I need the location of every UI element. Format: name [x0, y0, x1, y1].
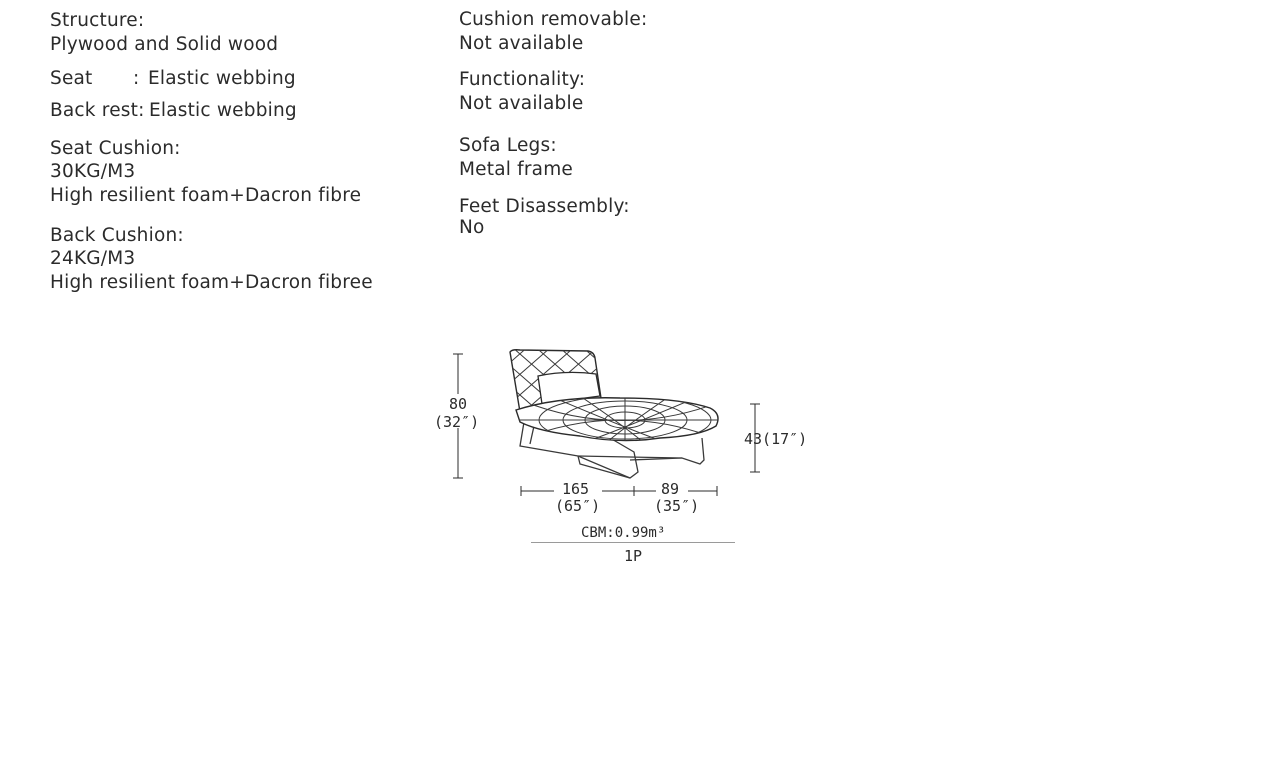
quantity-label: 1P: [624, 547, 643, 565]
height-cm-label: 80: [449, 395, 468, 413]
height-inch-label: (32″): [434, 413, 480, 431]
back-cushion-density: 24KG/M3: [50, 248, 136, 269]
seat-value: Elastic webbing: [148, 68, 296, 89]
backrest-value: Elastic webbing: [149, 100, 297, 121]
cushion-removable-label: Cushion removable:: [459, 9, 648, 30]
sofa-legs-value: Metal frame: [459, 159, 574, 180]
seat-cushion-value: High resilient foam+Dacron fibre: [50, 185, 362, 206]
seat-label: Seat: [50, 68, 93, 89]
sofa-legs-label: Sofa Legs:: [459, 135, 557, 156]
cbm-label: CBM:0.99m³: [581, 525, 666, 541]
structure-label: Structure:: [50, 10, 145, 31]
depth-cm-label: 89: [661, 480, 680, 498]
feet-disassembly-value: No: [459, 217, 485, 238]
seat-cushion-label: Seat Cushion:: [50, 138, 181, 159]
seat-height-label: 43(17″): [744, 430, 808, 448]
structure-value: Plywood and Solid wood: [50, 34, 279, 55]
length-dimension-line: [521, 486, 717, 496]
backrest-label: Back rest:: [50, 100, 145, 121]
divider-line: [531, 542, 735, 543]
chaise-lounge-drawing: [420, 340, 840, 500]
feet-disassembly-label: Feet Disassembly:: [459, 196, 630, 217]
cushion-removable-value: Not available: [459, 33, 584, 54]
seat-cushion-density: 30KG/M3: [50, 161, 136, 182]
back-cushion-value: High resilient foam+Dacron fibree: [50, 272, 373, 293]
seat-cushion-shape: [510, 395, 730, 448]
back-cushion-label: Back Cushion:: [50, 225, 184, 246]
seat-colon: :: [133, 68, 140, 89]
length-inch-label: (65″): [555, 497, 601, 515]
depth-inch-label: (35″): [654, 497, 700, 515]
length-cm-label: 165: [562, 480, 590, 498]
functionality-label: Functionality:: [459, 69, 586, 90]
functionality-value: Not available: [459, 93, 584, 114]
